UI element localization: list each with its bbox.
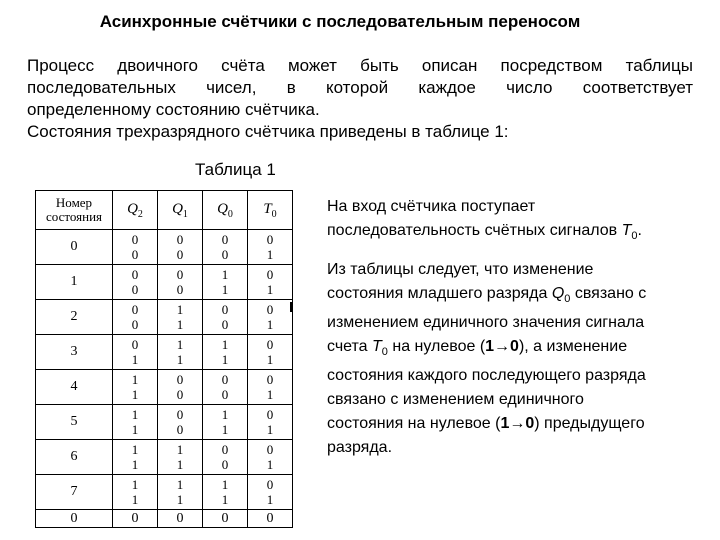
side1-line-2: последовательность счётных сигналов $T_0$. <box>327 222 642 243</box>
intro-line-4: Состояния трехразрядного счётчика приведены в таблице 1: <box>27 122 509 141</box>
intro-paragraph <box>27 55 693 143</box>
q1-cell: 0 0 <box>158 230 203 265</box>
q0-cell: 0 0 <box>203 230 248 265</box>
side-paragraph-2 <box>327 258 707 460</box>
table-row <box>36 405 293 440</box>
q0-cell: 1 1 <box>203 265 248 300</box>
states-table <box>35 190 293 528</box>
q2-cell: 1 1 <box>113 370 158 405</box>
q1-cell: 1 1 <box>158 475 203 510</box>
header-q0: $Q_0$ <box>203 191 248 230</box>
q1-cell: 0 0 <box>158 405 203 440</box>
header-state-number-line2: состояния <box>46 209 102 224</box>
side2-line-5: состояния каждого последующего разряда <box>327 367 646 385</box>
t0-cell: 0 <box>248 510 293 528</box>
q0-cell: 0 <box>203 510 248 528</box>
t0-cell: 0 1 <box>248 475 293 510</box>
side2-line-3: изменением единичного значения сигнала <box>327 314 645 332</box>
q0-cell: 0 0 <box>203 440 248 475</box>
side2-line-8: разряда. <box>327 439 393 457</box>
side2-line-2: состояния младшего разряда $Q_0$ связано с <box>327 285 647 306</box>
state-number-cell: 6 <box>36 440 113 475</box>
table-row <box>36 335 293 370</box>
table-row <box>36 440 293 475</box>
q1-cell: 1 1 <box>158 440 203 475</box>
state-number-cell: 4 <box>36 370 113 405</box>
state-number-cell: 7 <box>36 475 113 510</box>
table-row <box>36 265 293 300</box>
side1-line-1: На вход счётчика поступает <box>327 198 536 215</box>
t0-cell: 0 1 <box>248 405 293 440</box>
side2-line-4: счета $T_0$ на нулевое (1→0), а изменение <box>327 338 628 359</box>
q2-cell: 0 <box>113 510 158 528</box>
header-q2: $Q_2$ <box>113 191 158 230</box>
side-paragraph-1 <box>327 195 707 248</box>
state-number-cell: 2 <box>36 300 113 335</box>
table-caption: Таблица 1 <box>195 160 276 179</box>
header-t0: $T_0$ <box>248 191 293 230</box>
header-q1: $Q_1$ <box>158 191 203 230</box>
table-row-final <box>36 510 293 528</box>
state-number-cell: 0 <box>36 510 113 528</box>
intro-line-2: последовательных чисел, в которой каждое число соответствует <box>27 78 693 97</box>
q1-cell: 1 1 <box>158 300 203 335</box>
q2-cell: 1 1 <box>113 475 158 510</box>
q0-cell: 1 1 <box>203 405 248 440</box>
header-state-number <box>36 191 113 230</box>
header-state-number-line1: Номер <box>55 195 93 210</box>
stray-mark <box>290 302 292 312</box>
t0-cell: 0 1 <box>248 440 293 475</box>
t0-cell: 0 1 <box>248 265 293 300</box>
q2-cell: 0 0 <box>113 230 158 265</box>
q2-cell: 1 1 <box>113 440 158 475</box>
state-number-cell: 3 <box>36 335 113 370</box>
q0-cell: 0 0 <box>203 300 248 335</box>
q2-cell: 0 1 <box>113 335 158 370</box>
side2-line-6: связано с изменением единичного <box>327 391 584 409</box>
q1-cell: 0 0 <box>158 370 203 405</box>
side2-line-7: состояния на нулевое (1→0) предыдущего <box>327 415 645 433</box>
q1-cell: 0 0 <box>158 265 203 300</box>
state-number-cell: 5 <box>36 405 113 440</box>
intro-line-3: определенному состоянию счётчика. <box>27 100 320 119</box>
intro-line-1: Процесс двоичного счёта может быть описан посредством таблицы <box>27 56 693 75</box>
t0-cell: 0 1 <box>248 335 293 370</box>
t0-cell: 0 1 <box>248 230 293 265</box>
q2-cell: 0 0 <box>113 265 158 300</box>
table-row <box>36 230 293 265</box>
q0-cell: 1 1 <box>203 335 248 370</box>
q0-cell: 0 0 <box>203 370 248 405</box>
page-title: Асинхронные счётчики с последовательным переносом <box>99 12 581 31</box>
table-row <box>36 370 293 405</box>
q2-cell: 1 1 <box>113 405 158 440</box>
state-number-cell: 0 <box>36 230 113 265</box>
q0-cell: 1 1 <box>203 475 248 510</box>
table-row <box>36 300 293 335</box>
state-number-cell: 1 <box>36 265 113 300</box>
t0-cell: 0 1 <box>248 370 293 405</box>
q1-cell: 0 <box>158 510 203 528</box>
table-row <box>36 475 293 510</box>
q2-cell: 0 0 <box>113 300 158 335</box>
q1-cell: 1 1 <box>158 335 203 370</box>
side2-line-1: Из таблицы следует, что изменение <box>327 261 594 278</box>
t0-cell: 0 1 <box>248 300 293 335</box>
